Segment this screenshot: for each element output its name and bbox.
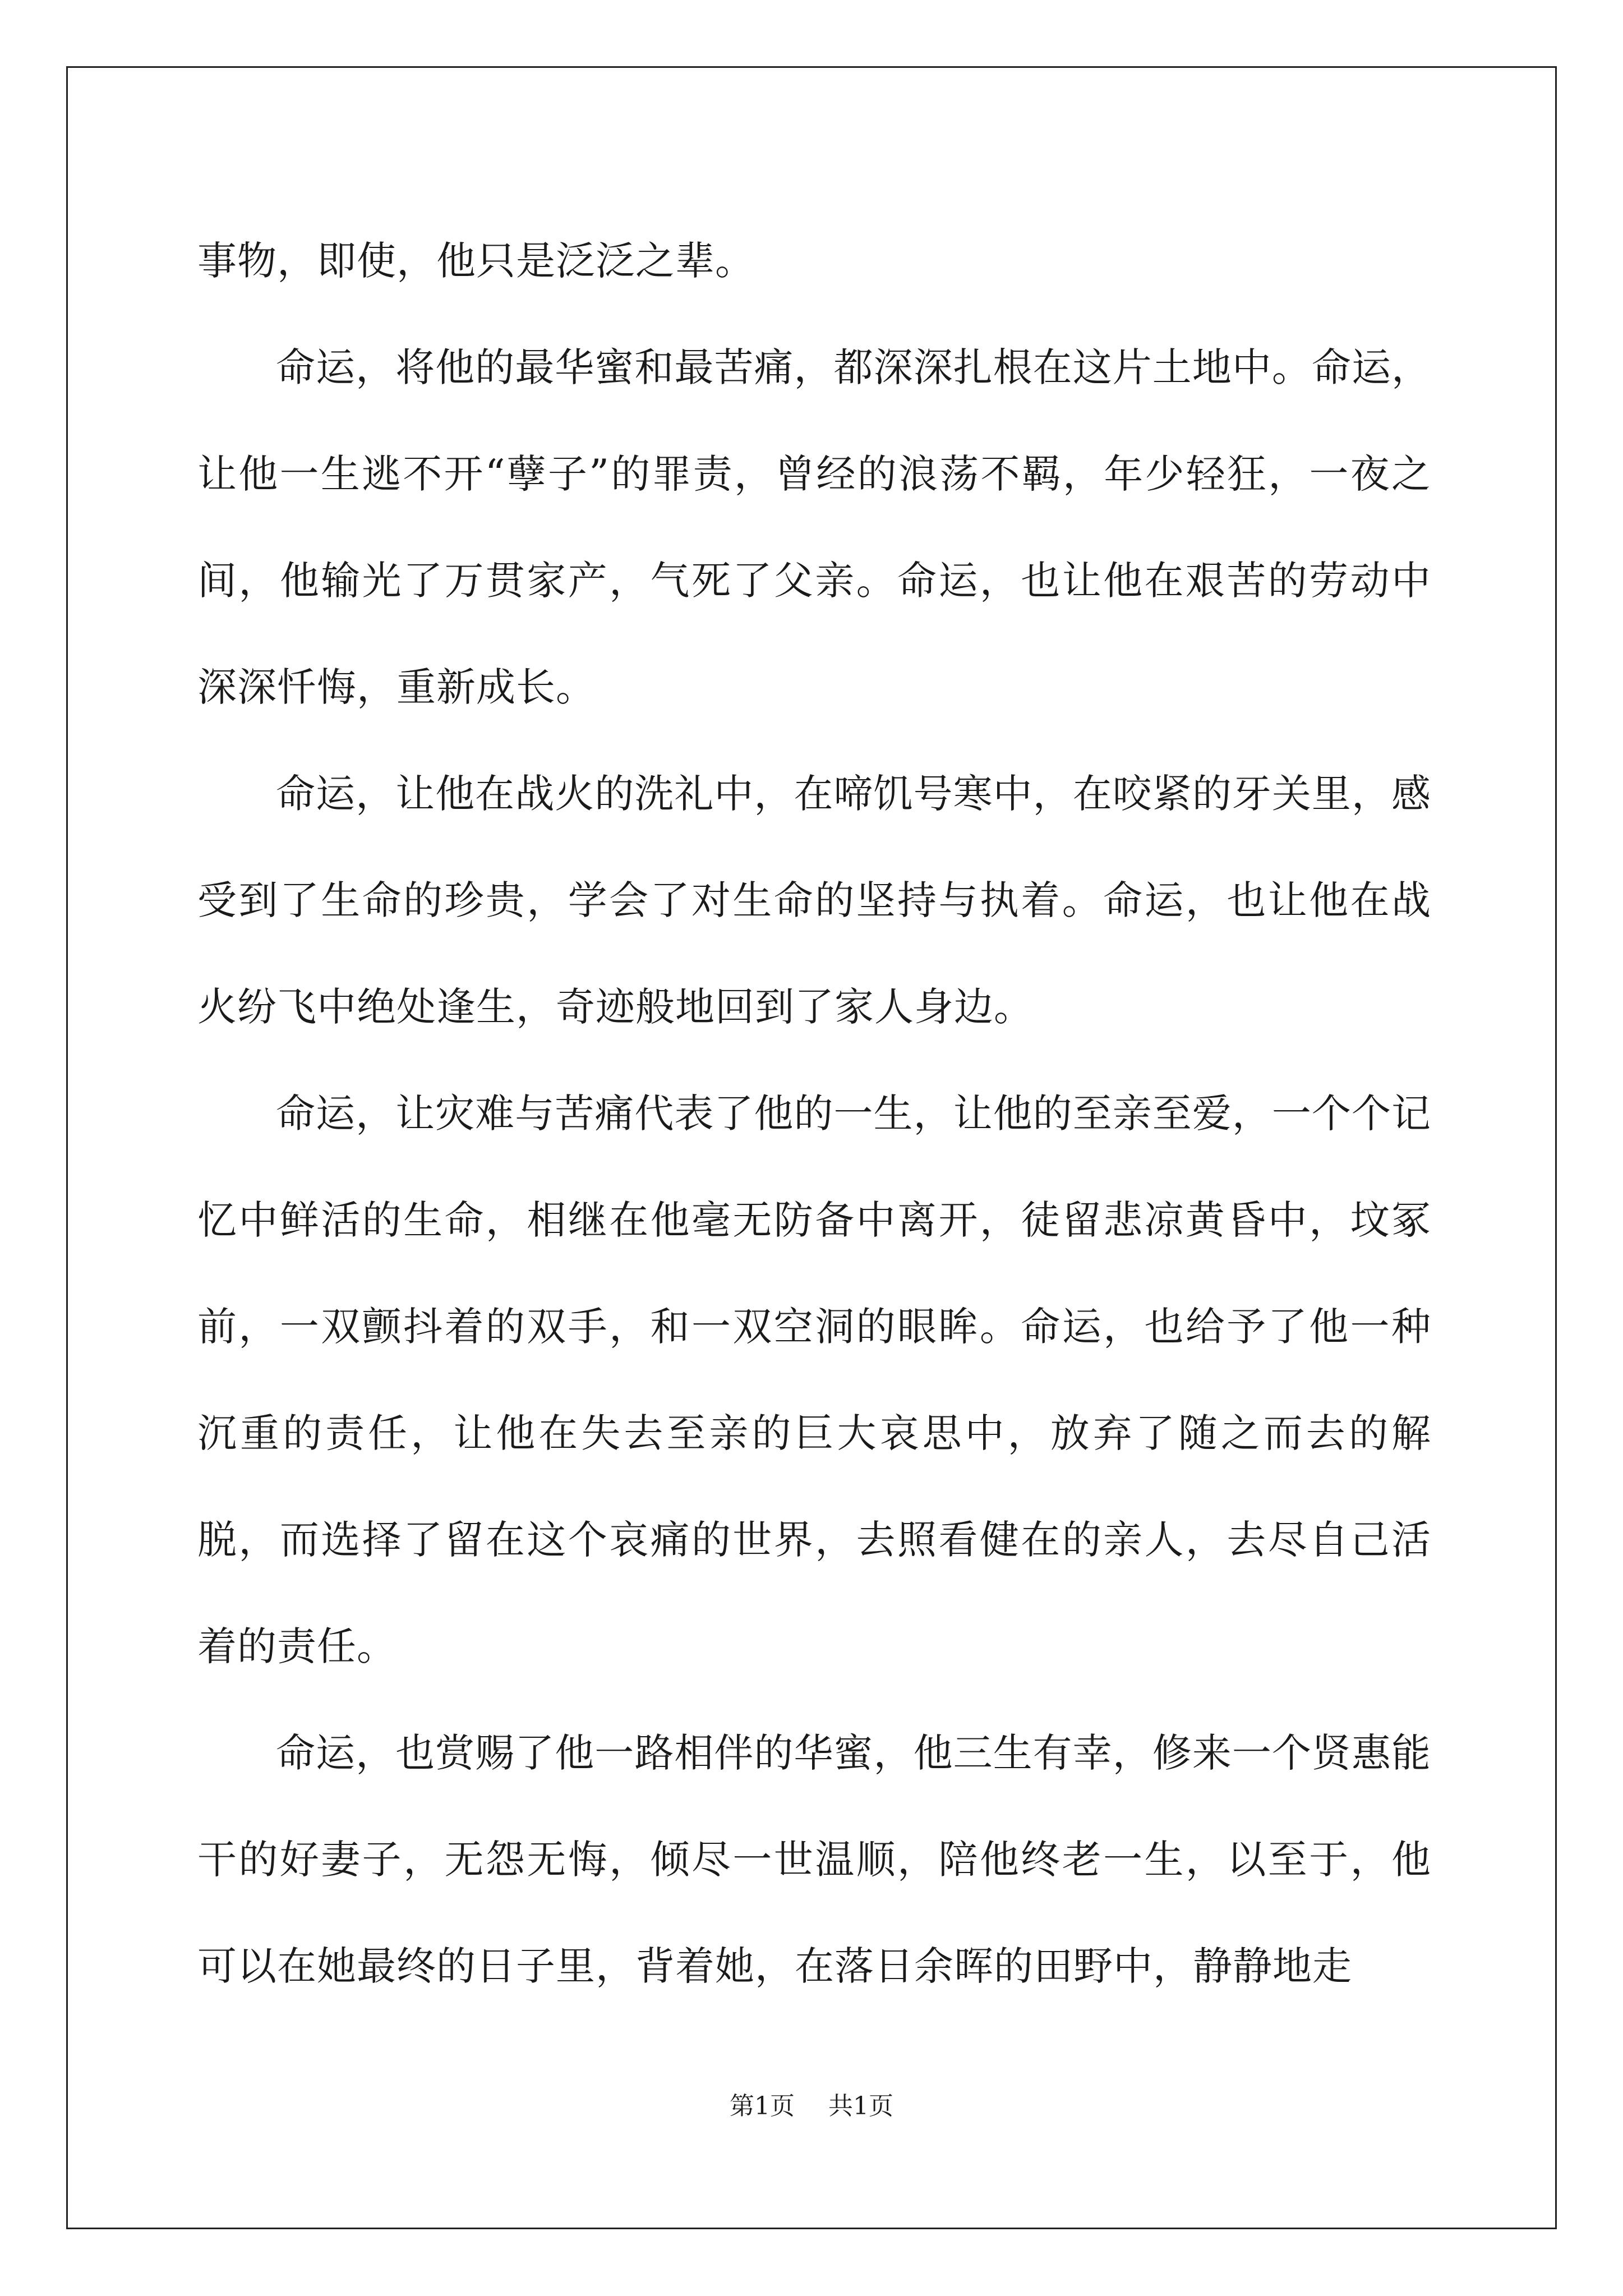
page-number: 第1页 xyxy=(730,2092,795,2120)
paragraph: 命运，让他在战火的洗礼中，在啼饥号寒中，在咬紧的牙关里，感受到了生命的珍贵，学会了对生命的坚持与执着。命运，也让他在战火纷飞中绝处逢生，奇迹般地回到了家人身边。 xyxy=(197,771,1431,1030)
paragraph: 命运，将他的最华蜜和最苦痛，都深深扎根在这片土地中。命运，让他一生逃不开“孽子”的罪责，曾经的浪荡不羁，年少轻狂，一夜之间，他输光了万贯家产，气死了父亲。命运，也让他在艰苦的劳动中深深忏悔，重新成长。 xyxy=(197,344,1431,710)
page-total: 共1页 xyxy=(828,2092,893,2120)
document-body xyxy=(197,208,1431,2019)
paragraph: 命运，也赏赐了他一路相伴的华蜜，他三生有幸，修来一个贤惠能干的好妻子，无怨无悔，倾尽一世温顺，陪他终老一生，以至于，他可以在她最终的日子里，背着她，在落日余晖的田野中，静静地走 xyxy=(197,1730,1431,1989)
page-footer xyxy=(0,2086,1623,2122)
paragraph: 命运，让灾难与苦痛代表了他的一生，让他的至亲至爱，一个个记忆中鲜活的生命，相继在他毫无防备中离开，徒留悲凉黄昏中，坟冢前，一双颤抖着的双手，和一双空洞的眼眸。命运，也给予了他一种沉重的责任，让他在失去至亲的巨大哀思中，放弃了随之而去的解脱，而选择了留在这个哀痛的世界，去照看健在的亲人，去尽自己活着的责任。 xyxy=(197,1091,1431,1669)
paragraph: 事物，即使，他只是泛泛之辈。 xyxy=(197,238,755,284)
